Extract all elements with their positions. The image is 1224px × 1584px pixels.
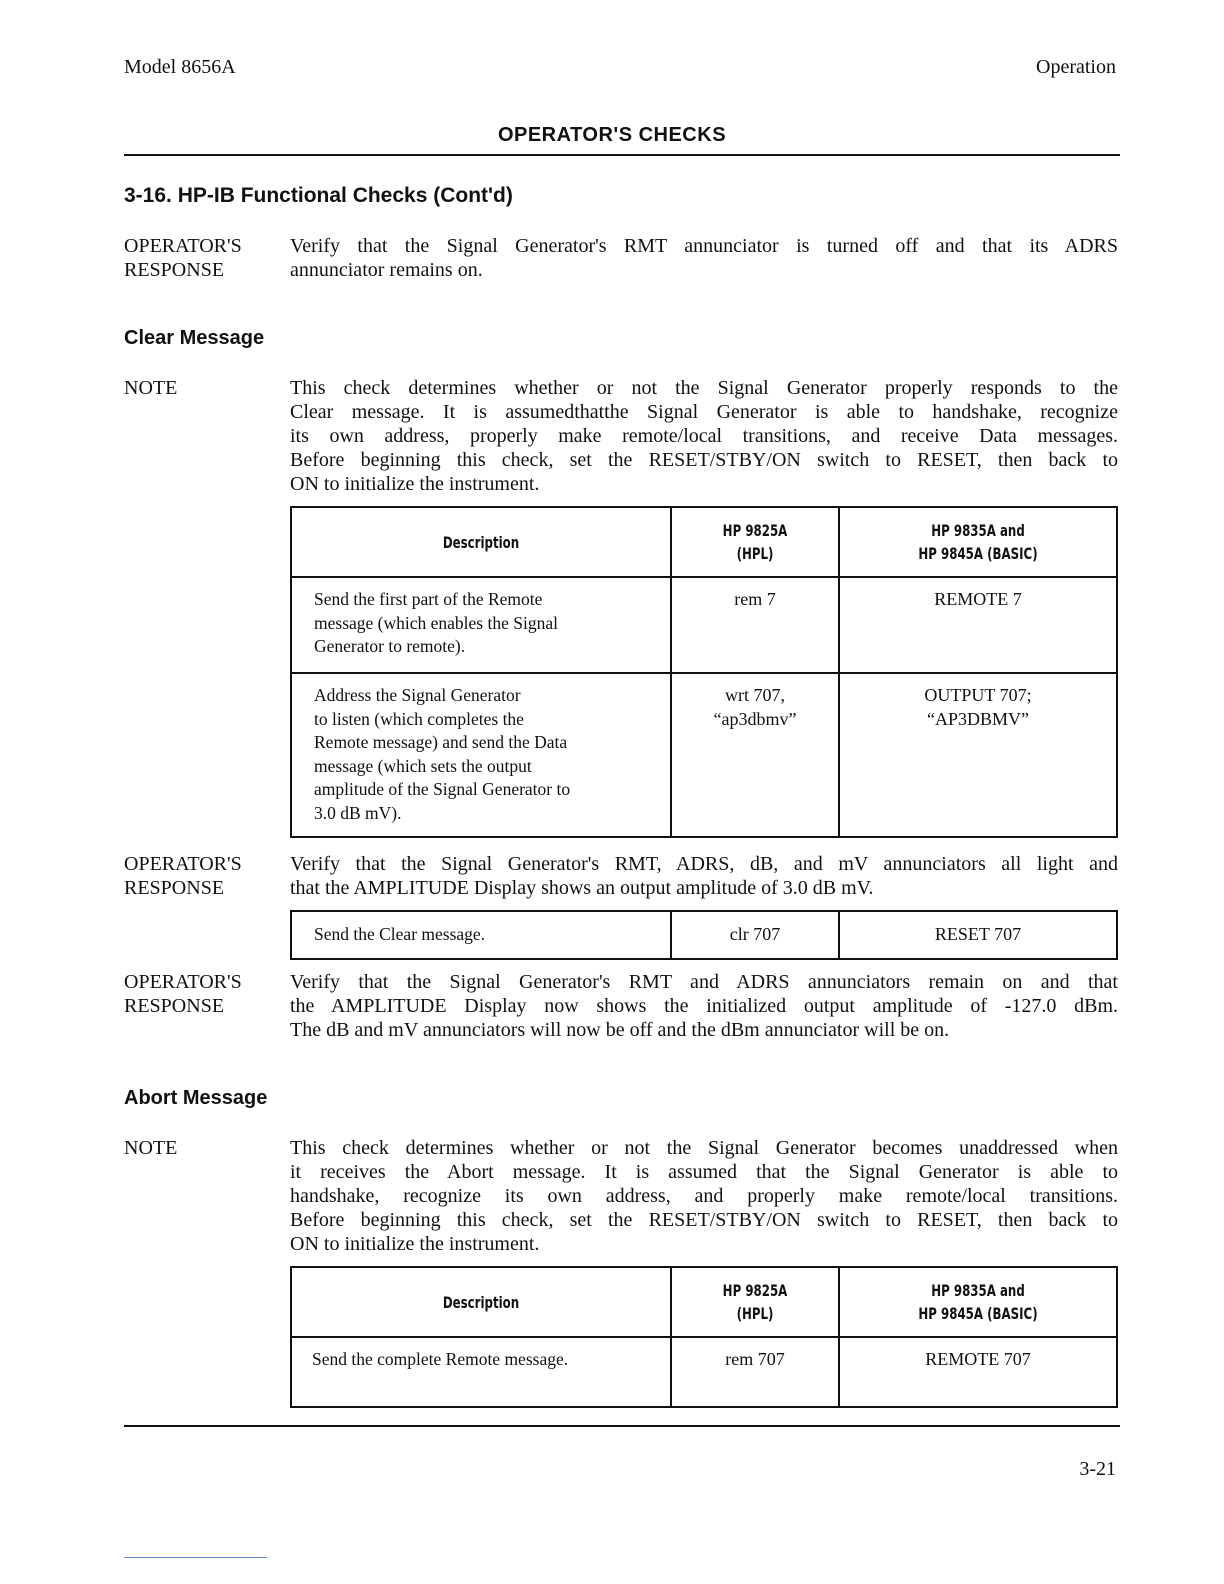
- page-banner: OPERATOR'S CHECKS: [497, 124, 727, 146]
- table-row: [291, 1337, 1117, 1407]
- table-header-row: [291, 1267, 1117, 1337]
- operator-response-text: Verify that the Signal Generator's RMT and ADRS annunciators remain on and that the AMPLITUDE Display now shows the initialized output amplitude of -127.0 dBm. The dB and mV annunciators will now be off and the dBm annunciator will be on.: [290, 971, 1118, 1041]
- row-hpl: rem 707: [671, 1337, 839, 1407]
- abort-message-heading: Abort Message: [124, 1087, 268, 1109]
- row-basic: REMOTE 707: [839, 1337, 1117, 1407]
- col-basic: HP 9835A and HP 9845A (BASIC): [864, 1267, 1092, 1337]
- table-row: [291, 911, 1117, 959]
- note-label: NOTE: [124, 1137, 178, 1159]
- row-hpl: wrt 707, “ap3dbmv”: [671, 673, 839, 837]
- operator-response-text: Verify that the Signal Generator's RMT annunciator is turned off and that its ADRS annunciator remains on.: [290, 235, 1118, 281]
- note-text: This check determines whether or not the Signal Generator properly responds to the Clear message. It is assumedthatthe Signal Generator is able to handshake, recognize its own address, properly make remote/local transitions, and receive Data messages. Before beginning this check, set the RESET/STBY/ON switch to RESET, then back to ON to initialize the instrument.: [290, 377, 1118, 495]
- clear-command-table: [290, 910, 1118, 960]
- row-hpl: rem 7: [671, 577, 839, 673]
- row-basic: RESET 707: [839, 911, 1117, 959]
- section-title: 3-16. HP-IB Functional Checks (Cont'd): [124, 184, 513, 207]
- operator-response-label: OPERATOR'S RESPONSE: [124, 235, 242, 281]
- row-hpl: clr 707: [671, 911, 839, 959]
- row-description: Send the first part of the Remote message (which enables the Signal Generator to remote).: [291, 577, 671, 673]
- col-hpl: HP 9825A (HPL): [686, 1267, 824, 1337]
- operator-response-label: OPERATOR'S RESPONSE: [124, 971, 242, 1017]
- table-row: [291, 673, 1117, 837]
- col-hpl: HP 9825A (HPL): [686, 507, 824, 577]
- clear-message-table: [290, 506, 1118, 838]
- page-number: 3-21: [1079, 1458, 1116, 1480]
- header-model: Model 8656A: [124, 56, 236, 78]
- footer-mark: [124, 1557, 267, 1558]
- col-description: Description: [325, 1267, 637, 1337]
- col-basic: HP 9835A and HP 9845A (BASIC): [864, 507, 1092, 577]
- top-rule: [124, 154, 1120, 156]
- note-label: NOTE: [124, 377, 178, 399]
- row-description: Address the Signal Generator to listen (which completes the Remote message) and send the Data message (which sets the output amplitude of the Signal Generator to 3.0 dB mV).: [291, 673, 671, 837]
- operator-response-text: Verify that the Signal Generator's RMT, ADRS, dB, and mV annunciators all light and that the AMPLITUDE Display shows an output amplitude of 3.0 dB mV.: [290, 853, 1118, 899]
- col-description: Description: [325, 507, 637, 577]
- abort-message-table: [290, 1266, 1118, 1408]
- row-description: Send the Clear message.: [291, 911, 671, 959]
- header-section: Operation: [1036, 56, 1116, 78]
- clear-message-heading: Clear Message: [124, 327, 265, 349]
- operator-response-label: OPERATOR'S RESPONSE: [124, 853, 242, 899]
- row-basic: REMOTE 7: [839, 577, 1117, 673]
- note-text: This check determines whether or not the Signal Generator becomes unaddressed when it receives the Abort message. It is assumed that the Signal Generator is able to handshake, recognize its own address, and properly make remote/local transitions. Before beginning this check, set the RESET/STBY/ON switch to RESET, then back to ON to initialize the instrument.: [290, 1137, 1118, 1255]
- row-description: Send the complete Remote message.: [291, 1337, 671, 1407]
- row-basic: OUTPUT 707; “AP3DBMV”: [839, 673, 1117, 837]
- bottom-rule: [124, 1425, 1120, 1427]
- table-row: [291, 577, 1117, 673]
- table-header-row: [291, 507, 1117, 577]
